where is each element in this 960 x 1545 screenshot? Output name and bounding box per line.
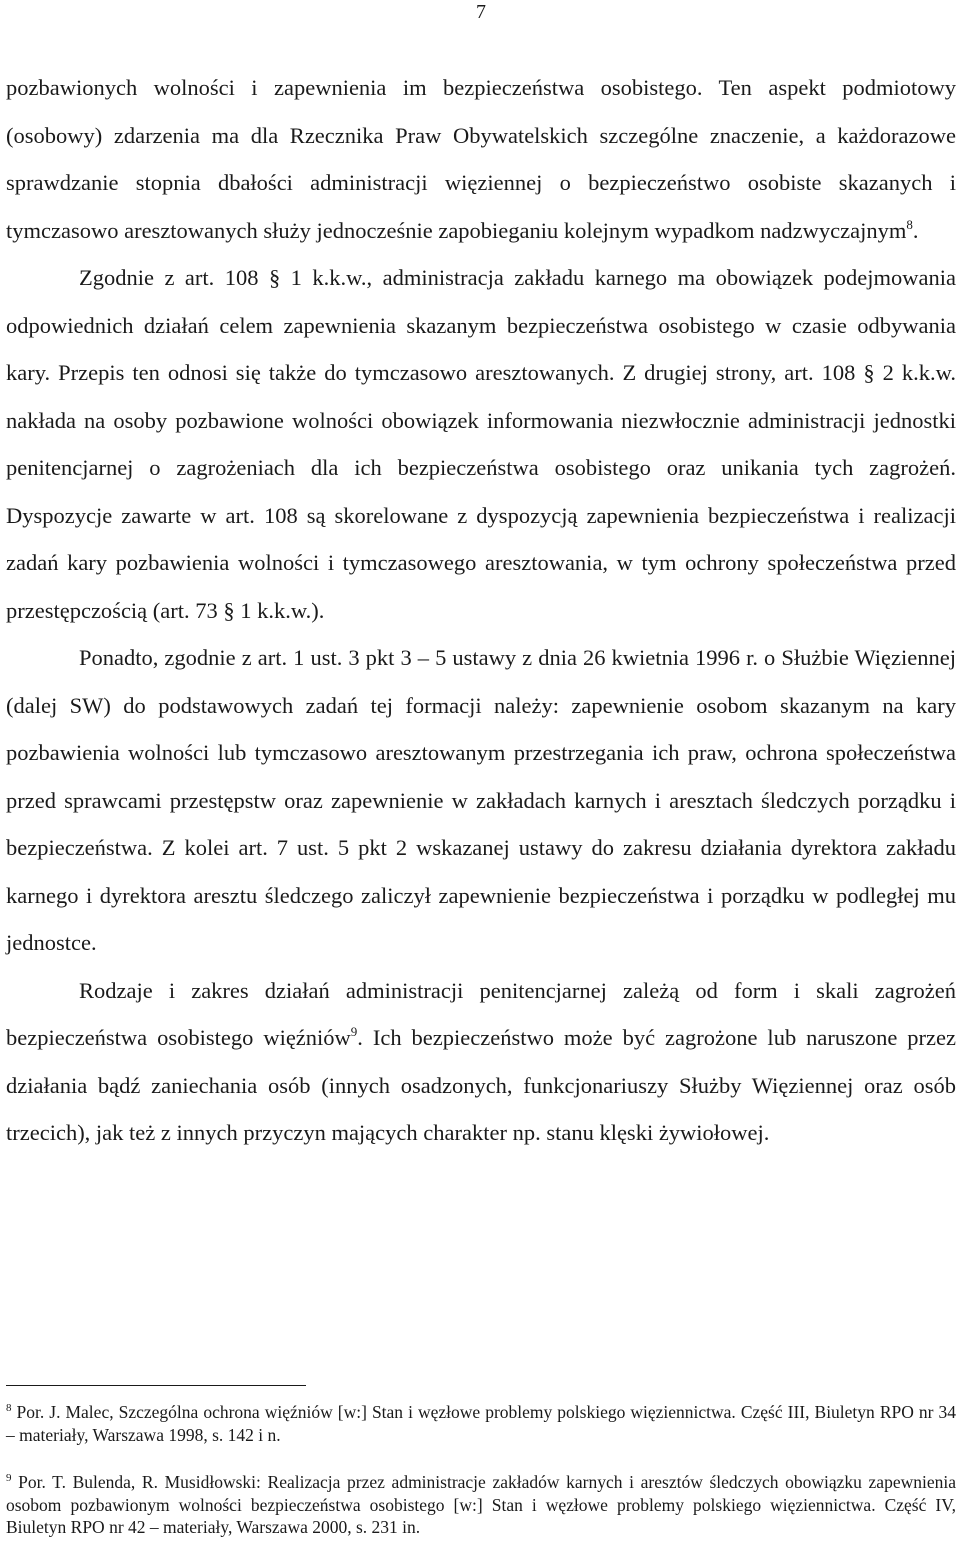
paragraph-1: pozbawionych wolności i zapewnienia im bezpieczeństwa osobistego. Ten aspekt podmiotowy (osobowy) zdarzenia ma dla Rzecznika Praw Obywatelskich szczególne znaczenie, a każdorazowe sprawdzanie stopnia dbałości administracji więziennej o bezpieczeństwo osobiste skazanych i tymczasowo aresztowanych służy jednocześnie zapobieganiu kolejnym wypadkom nadzwyczajnym$^8$. bbox=[6, 75, 956, 243]
paragraph-3: Ponadto, zgodnie z art. 1 ust. 3 pkt 3 – 5 ustawy z dnia 26 kwietnia 1996 r. o Służbie Więziennej (dalej SW) do podstawowych zadań tej formacji należy: zapewnienie osobom skazanym na kary pozbawienia wolności lub tymczasowo aresztowanym przestrzegania ich praw, ochrona społeczeństwa przed sprawcami przestępstw oraz zapewnienie w zakładach karnych i aresztach śledczych porządku i bezpieczeństwa. Z kolei art. 7 ust. 5 pkt 2 wskazanej ustawy do zakresu działania dyrektora zakładu karnego i dyrektora aresztu śledczego zaliczył zapewnienie bezpieczeństwa i porządku w podległej mu jednostce. bbox=[6, 645, 956, 955]
footnote-9: $^9$ Por. T. Bulenda, R. Musidłowski: Realizacja przez administracje zakładów karnych i aresztów śledczych obowiązku zapewnienia osobom pozbawionym wolności bezpieczeństwa osobistego [w:] Stan i węzłowe problemy polskiego więziennictwa. Część IV, Biuletyn RPO nr 42 – materiały, Warszawa 2000, s. 231 in. bbox=[6, 1472, 956, 1537]
footnote-9-mark: 9 bbox=[6, 1472, 12, 1484]
footnote-separator bbox=[6, 1385, 306, 1386]
footnote-8: $^8$ Por. J. Malec, Szczególna ochrona więźniów [w:] Stan i węzłowe problemy polskiego więziennictwa. Część III, Biuletyn RPO nr 34 – materiały, Warszawa 1998, s. 142 i n. bbox=[6, 1402, 956, 1445]
paragraph-2: Zgodnie z art. 108 § 1 k.k.w., administracja zakładu karnego ma obowiązek podejmowania odpowiednich działań celem zapewnienia skazanym bezpieczeństwa osobistego w czasie odbywania kary. Przepis ten odnosi się także do tymczasowo aresztowanych. Z drugiej strony, art. 108 § 2 k.k.w. nakłada na osoby pozbawione wolności obowiązek informowania niezwłocznie administracji jednostki penitencjarnej o zagrożeniach dla ich bezpieczeństwa osobistego oraz unikania tych zagrożeń. Dyspozycje zawarte w art. 108 są skorelowane z dyspozycją zapewnienia bezpieczeństwa i realizacji zadań kary pozbawienia wolności i tymczasowego aresztowania, w tym ochrony społeczeństwa przed przestępczością (art. 73 § 1 k.k.w.). bbox=[6, 265, 956, 623]
footnote-ref-9[interactable]: 9 bbox=[350, 1024, 358, 1039]
footnote-ref-8[interactable]: 8 bbox=[906, 216, 913, 232]
page-number: 7 bbox=[476, 1, 486, 23]
footnote-8-mark: 8 bbox=[6, 1402, 12, 1414]
paragraph-4: Rodzaje i zakres działań administracji penitencjarnej zależą od form i skali zagrożeń bezpieczeństwa osobistego więźniów$^9$. Ich bezpieczeństwo może być zagrożone lub naruszone przez działania bądź zaniechania osób (innych osadzonych, funkcjonariuszy Służby Więziennej oraz osób trzecich), jak też z innych przyczyn mających charakter np. stanu klęski żywiołowej. bbox=[6, 977, 957, 1145]
body-text bbox=[6, 64, 956, 1157]
